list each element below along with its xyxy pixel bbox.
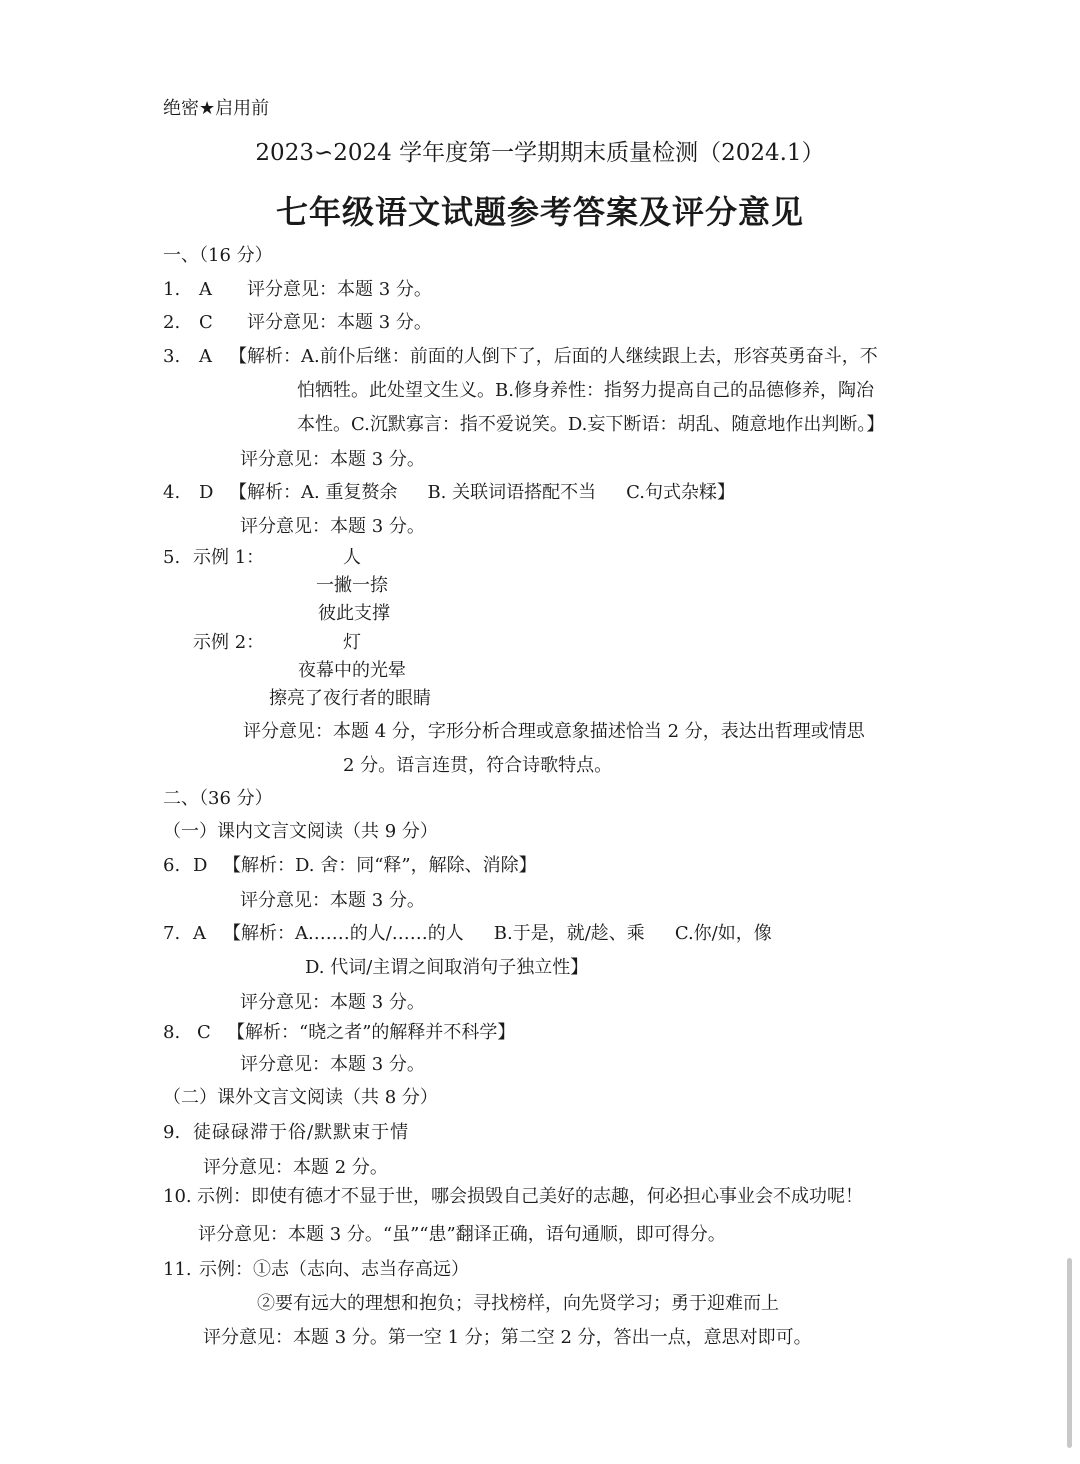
q4-lead: 【解析： [229,482,301,503]
q11-answer-line-1: 示例：①志（志向、志当存高远） [199,1259,469,1280]
q4-score: 评分意见：本题 3 分。 [240,516,425,537]
question-6 [163,853,537,879]
q5-ex1-line-2: 一撇一捺 [316,575,388,596]
q9-score: 评分意见：本题 2 分。 [203,1157,388,1178]
q1-score: 评分意见：本题 3 分。 [247,279,432,300]
q5-example-2-label: 示例 2： [193,632,265,653]
q11-answer-line-2: ②要有远大的理想和抱负；寻找榜样，向先贤学习；勇于迎难而上 [257,1293,779,1314]
question-9 [163,1120,409,1146]
page-title: 七年级语文试题参考答案及评分意见 [275,193,804,231]
q3-analysis-line-1: 【解析：A.前仆后继：前面的人倒下了，后面的人继续跟上去，形容英勇奋斗，不 [229,346,878,367]
question-5 [163,545,264,571]
q1-number: 1. [163,279,181,300]
q4-option-a: A. 重复赘余 [301,482,398,503]
q8-score: 评分意见：本题 3 分。 [240,1054,425,1075]
q6-number: 6. [163,855,181,876]
q5-score-line-1: 评分意见：本题 4 分，字形分析合理或意象描述恰当 2 分，表达出哲理或情思 [243,721,865,742]
exam-subtitle: 2023∽2024 学年度第一学期期末质量检测（2024.1） [255,140,825,166]
q11-number: 11. [163,1259,192,1280]
q3-score: 评分意见：本题 3 分。 [240,449,425,470]
section-2-heading: 二、（36 分） [163,788,273,809]
q4-number: 4. [163,482,181,503]
q7-number: 7. [163,923,181,944]
q7-option-c: C.你/如，像 [674,923,772,944]
q5-score-line-2: 2 分。语言连贯，符合诗歌特点。 [343,755,613,776]
q2-answer: C [199,312,213,333]
q5-ex1-line-3: 彼此支撑 [318,603,390,624]
q4-option-c: C.句式杂糅】 [626,482,735,503]
question-4 [163,480,735,506]
q5-ex2-line-1: 灯 [343,632,361,653]
q4-answer: D [199,482,214,503]
q9-answer: 徒碌碌滞于俗/默默束于情 [193,1122,410,1143]
q3-number: 3. [163,346,181,367]
q11-score: 评分意见：本题 3 分。第一空 1 分；第二空 2 分，答出一点，意思对即可。 [203,1327,812,1348]
q3-answer: A [199,346,212,367]
q9-number: 9. [163,1122,181,1143]
q7-option-a: 【解析：A.……的人/……的人 [223,923,464,944]
q1-answer: A [199,279,212,300]
part-1-heading: （一）课内文言文阅读（共 9 分） [163,821,438,842]
q8-analysis: 【解析：“晓之者”的解释并不科学】 [227,1022,516,1043]
q7-score: 评分意见：本题 3 分。 [240,992,425,1013]
q6-score: 评分意见：本题 3 分。 [240,890,425,911]
q10-score: 评分意见：本题 3 分。“虽”“患”翻译正确，语句通顺，即可得分。 [198,1224,726,1245]
question-1 [163,277,432,303]
q8-answer: C [197,1022,211,1043]
q5-number: 5. [163,547,181,568]
q7-option-d: D. 代词/主谓之间取消句子独立性】 [305,957,589,978]
q7-answer: A [193,923,206,944]
q3-analysis-line-3: 本性。C.沉默寡言：指不爱说笑。D.妄下断语：胡乱、随意地作出判断。】 [297,414,885,435]
q10-answer: 示例：即使有德才不显于世，哪会损毁自己美好的志趣，何必担心事业会不成功呢！ [197,1186,863,1207]
q6-answer: D [193,855,208,876]
question-2 [163,310,432,336]
q6-analysis: 【解析：D. 舍：同“释”，解除、消除】 [223,855,537,876]
q4-option-b: B. 关联词语搭配不当 [427,482,597,503]
q8-number: 8. [163,1022,181,1043]
confidential-label: 绝密★启用前 [163,98,270,119]
q5-ex2-line-3: 擦亮了夜行者的眼睛 [269,688,431,709]
q5-ex2-line-2: 夜幕中的光晕 [298,660,406,681]
part-2-heading: （二）课外文言文阅读（共 8 分） [163,1087,438,1108]
q7-option-b: B.于是，就/趁、乘 [493,923,645,944]
section-1-heading: 一、（16 分） [163,245,273,266]
question-11 [163,1257,469,1283]
question-3 [163,344,878,370]
question-7 [163,921,772,947]
q5-example-1-label: 示例 1： [193,547,265,568]
question-8 [163,1020,515,1046]
vertical-scrollbar[interactable] [1067,1258,1072,1448]
q2-number: 2. [163,312,181,333]
q3-analysis-line-2: 怕牺牲。此处望文生义。B.修身养性：指努力提高自己的品德修养，陶冶 [297,380,874,401]
q2-score: 评分意见：本题 3 分。 [247,312,432,333]
q5-ex1-line-1: 人 [343,547,361,568]
question-10 [163,1184,863,1210]
q10-number: 10. [163,1186,192,1207]
